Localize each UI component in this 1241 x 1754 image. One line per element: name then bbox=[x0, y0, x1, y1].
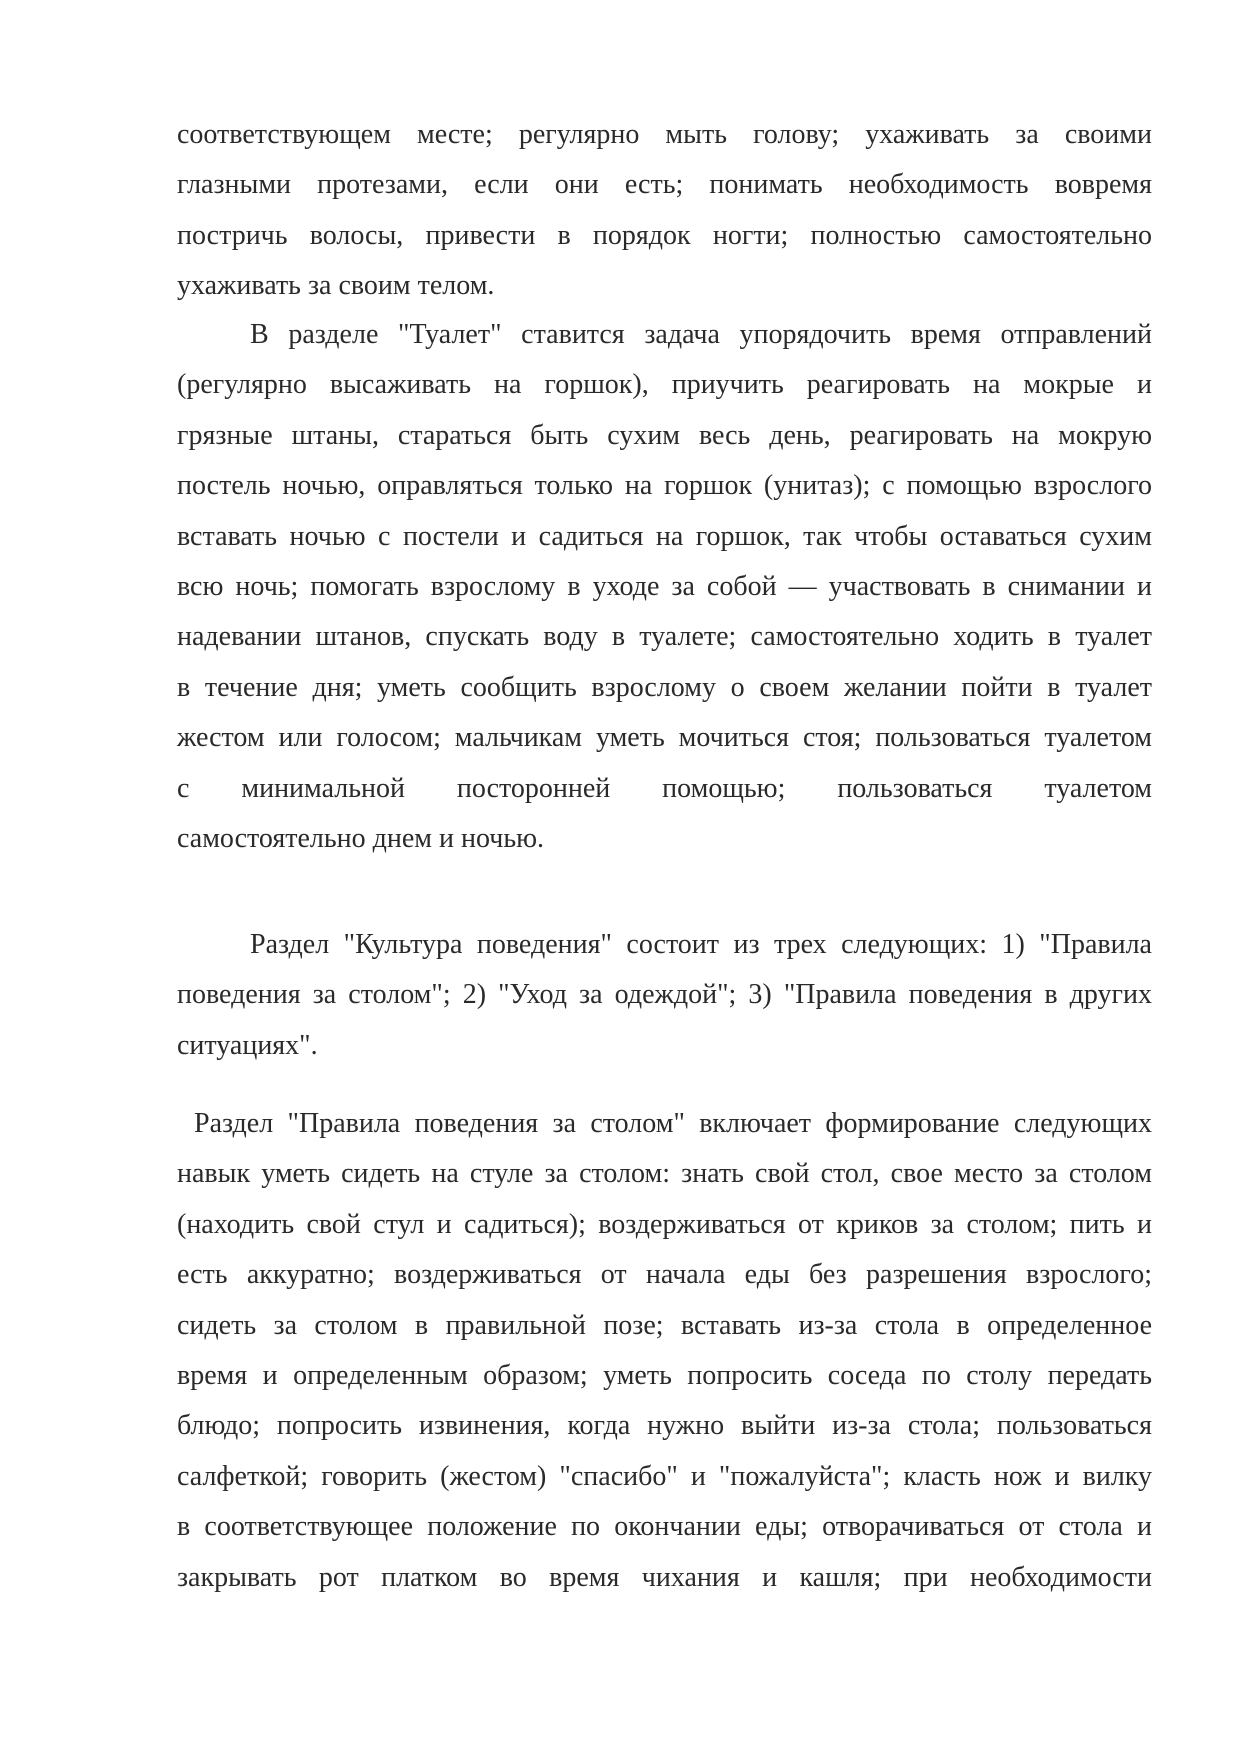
text-line: грязные штаны, стараться быть сухим весь день, реагировать на мокрую bbox=[177, 419, 1152, 451]
text-line: время и определенным образом; уметь попросить соседа по столу передать bbox=[177, 1359, 1152, 1391]
text-line: глазными протезами, если они есть; понимать необходимость вовремя bbox=[177, 169, 1152, 201]
text-line: закрывать рот платком во время чихания и кашля; при необходимости bbox=[177, 1561, 1152, 1593]
text-line: надевании штанов, спускать воду в туалете; самостоятельно ходить в туалет bbox=[177, 621, 1152, 653]
paragraph-hygiene-continuation bbox=[177, 110, 1152, 312]
text-line: в течение дня; уметь сообщить взрослому о своем желании пойти в туалет bbox=[177, 671, 1152, 703]
text-line: с минимальной посторонней помощью; пользоваться туалетом bbox=[177, 772, 1152, 804]
text-line: (находить свой стул и садиться); воздерживаться от криков за столом; пить и bbox=[177, 1208, 1152, 1240]
text-line: (регулярно высаживать на горшок), приучить реагировать на мокрые и bbox=[177, 369, 1152, 401]
text-line: постричь волосы, привести в порядок ногти; полностью самостоятельно bbox=[177, 219, 1152, 251]
text-line: есть аккуратно; воздерживаться от начала еды без разрешения взрослого; bbox=[177, 1259, 1152, 1291]
text-line: всю ночь; помогать взрослому в уходе за собой — участвовать в снимании и bbox=[177, 570, 1152, 602]
text-line: ситуациях". bbox=[177, 1029, 318, 1061]
text-line: блюдо; попросить извинения, когда нужно выйти из-за стола; пользоваться bbox=[177, 1410, 1152, 1442]
paragraph-behavior-culture bbox=[177, 920, 1152, 1071]
text-line: навык уметь сидеть на стуле за столом: знать свой стол, свое место за столом bbox=[177, 1158, 1152, 1190]
text-line: ухаживать за своим телом. bbox=[177, 270, 495, 302]
text-line: салфеткой; говорить (жестом) "спасибо" и "пожалуйста"; класть нож и вилку bbox=[177, 1460, 1152, 1492]
text-line: В разделе "Туалет" ставится задача упорядочить время отправлений bbox=[250, 319, 1152, 350]
text-line: вставать ночью с постели и садиться на горшок, так чтобы оставаться сухим bbox=[177, 520, 1152, 552]
text-line: самостоятельно днем и ночью. bbox=[177, 822, 545, 854]
text-line: Раздел "Правила поведения за столом" включает формирование следующих bbox=[194, 1108, 1152, 1139]
text-line: сидеть за столом в правильной позе; вставать из-за стола в определенное bbox=[177, 1309, 1152, 1341]
text-line: постель ночью, оправляться только на горшок (унитаз); с помощью взрослого bbox=[177, 470, 1152, 502]
paragraph-toilet-section bbox=[177, 310, 1152, 864]
text-line: в соответствующее положение по окончании еды; отворачиваться от стола и bbox=[177, 1511, 1152, 1543]
text-line: соответствующем месте; регулярно мыть голову; ухаживать за своими bbox=[177, 119, 1152, 150]
text-line: Раздел "Культура поведения" состоит из трех следующих: 1) "Правила bbox=[250, 929, 1152, 960]
text-line: поведения за столом"; 2) "Уход за одеждой"; 3) "Правила поведения в других bbox=[177, 979, 1152, 1011]
paragraph-table-manners bbox=[177, 1099, 1152, 1603]
text-line: жестом или голосом; мальчикам уметь мочиться стоя; пользоваться туалетом bbox=[177, 722, 1152, 754]
